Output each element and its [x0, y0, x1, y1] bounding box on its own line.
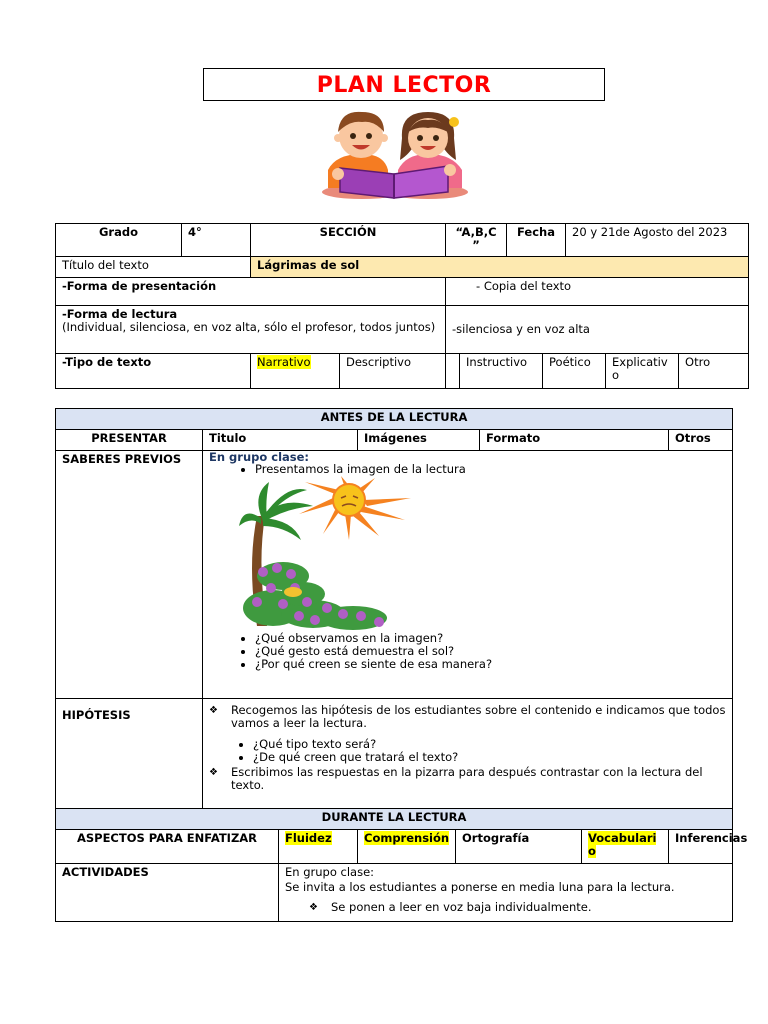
tipo-instructivo: Instructivo [460, 354, 543, 389]
hipotesis-q2: • ¿De qué creen que tratará el texto? [253, 751, 726, 764]
col-formato: Formato [480, 430, 669, 451]
aspecto-comprension-cell [358, 830, 456, 864]
col-titulo: Titulo [203, 430, 358, 451]
hipotesis-content [203, 699, 733, 809]
seccion-label: SECCIÓN [251, 224, 446, 257]
tipo-narrativo-cell [251, 354, 340, 389]
actividades-content [279, 864, 733, 922]
act-line3: ❖ Se ponen a leer en voz baja individualmente. [331, 901, 726, 914]
antes-heading: ANTES DE LA LECTURA [56, 409, 733, 430]
bullet-intro: • Presentamos la imagen de la lectura [255, 463, 726, 476]
question-2: • ¿Qué gesto está demuestra el sol? [255, 645, 726, 658]
presentacion-label: -Forma de presentación [56, 278, 446, 306]
lectura-note: (Individual, silenciosa, en voz alta, sólo el profesor, todos juntos) [62, 320, 436, 334]
question-3: • ¿Por qué creen se siente de esa manera? [255, 658, 726, 671]
col-imagenes: Imágenes [358, 430, 480, 451]
aspectos-label: ASPECTOS PARA ENFATIZAR [56, 830, 279, 864]
tipo-descriptivo: Descriptivo [340, 354, 446, 389]
fecha-value: 20 y 21de Agosto del 2023 [566, 224, 749, 257]
lectura-value: -silenciosa y en voz alta [446, 306, 749, 354]
lesson-table [55, 408, 748, 922]
aspecto-vocabulario: Vocabulario [588, 831, 657, 858]
aspecto-fluidez: Fluidez [285, 831, 332, 845]
kids-reading-illustration [316, 108, 474, 200]
tipo-poetico: Poético [543, 354, 606, 389]
aspecto-comprension: Comprensión [364, 831, 450, 845]
aspecto-inferencias: Inferencias [669, 830, 733, 864]
hipotesis-intro: ❖ Recogemos las hipótesis de los estudiantes sobre el contenido e indicamos que todos vamos a leer la lectura. [231, 704, 726, 730]
tipo-spacer [446, 354, 460, 389]
tipo-explicativo: Explicativo [606, 354, 679, 389]
titulo-value: Lágrimas de sol [251, 257, 749, 278]
info-table [55, 223, 749, 389]
question-1: • ¿Qué observamos en la imagen? [255, 632, 726, 645]
durante-heading: DURANTE LA LECTURA [56, 809, 733, 830]
grado-value: 4° [182, 224, 251, 257]
fecha-label: Fecha [507, 224, 566, 257]
col-otros: Otros [669, 430, 733, 451]
act-line1: En grupo clase: [285, 865, 375, 879]
grupo-clase: En grupo clase: [209, 450, 310, 464]
lectura-label: -Forma de lectura [62, 307, 178, 321]
lectura-cell [56, 306, 446, 354]
aspecto-fluidez-cell [279, 830, 358, 864]
saberes-content [203, 451, 733, 699]
page-title: PLAN LECTOR [203, 68, 605, 101]
tipo-label: -Tipo de texto [56, 354, 251, 389]
hipotesis-close: ❖ Escribimos las respuestas en la pizarra para después contrastar con la lectura del texto. [231, 766, 726, 792]
presentar-label: PRESENTAR [56, 430, 203, 451]
tipo-narrativo: Narrativo [257, 355, 311, 369]
aspecto-vocabulario-cell [582, 830, 669, 864]
act-line2: Se invita a los estudiantes a ponerse en media luna para la lectura. [285, 880, 675, 894]
actividades-label: ACTIVIDADES [56, 864, 279, 922]
presentacion-value: - Copia del texto [446, 278, 749, 306]
seccion-value: “A,B,C ” [446, 224, 507, 257]
aspecto-ortografia: Ortografía [456, 830, 582, 864]
tipo-otro: Otro [679, 354, 749, 389]
sun-jungle-illustration [243, 476, 413, 632]
hipotesis-label: HIPÓTESIS [56, 699, 203, 809]
saberes-label: SABERES PREVIOS [56, 451, 203, 699]
hipotesis-q1: • ¿Qué tipo texto será? [253, 738, 726, 751]
grado-label: Grado [56, 224, 182, 257]
titulo-label: Título del texto [56, 257, 251, 278]
